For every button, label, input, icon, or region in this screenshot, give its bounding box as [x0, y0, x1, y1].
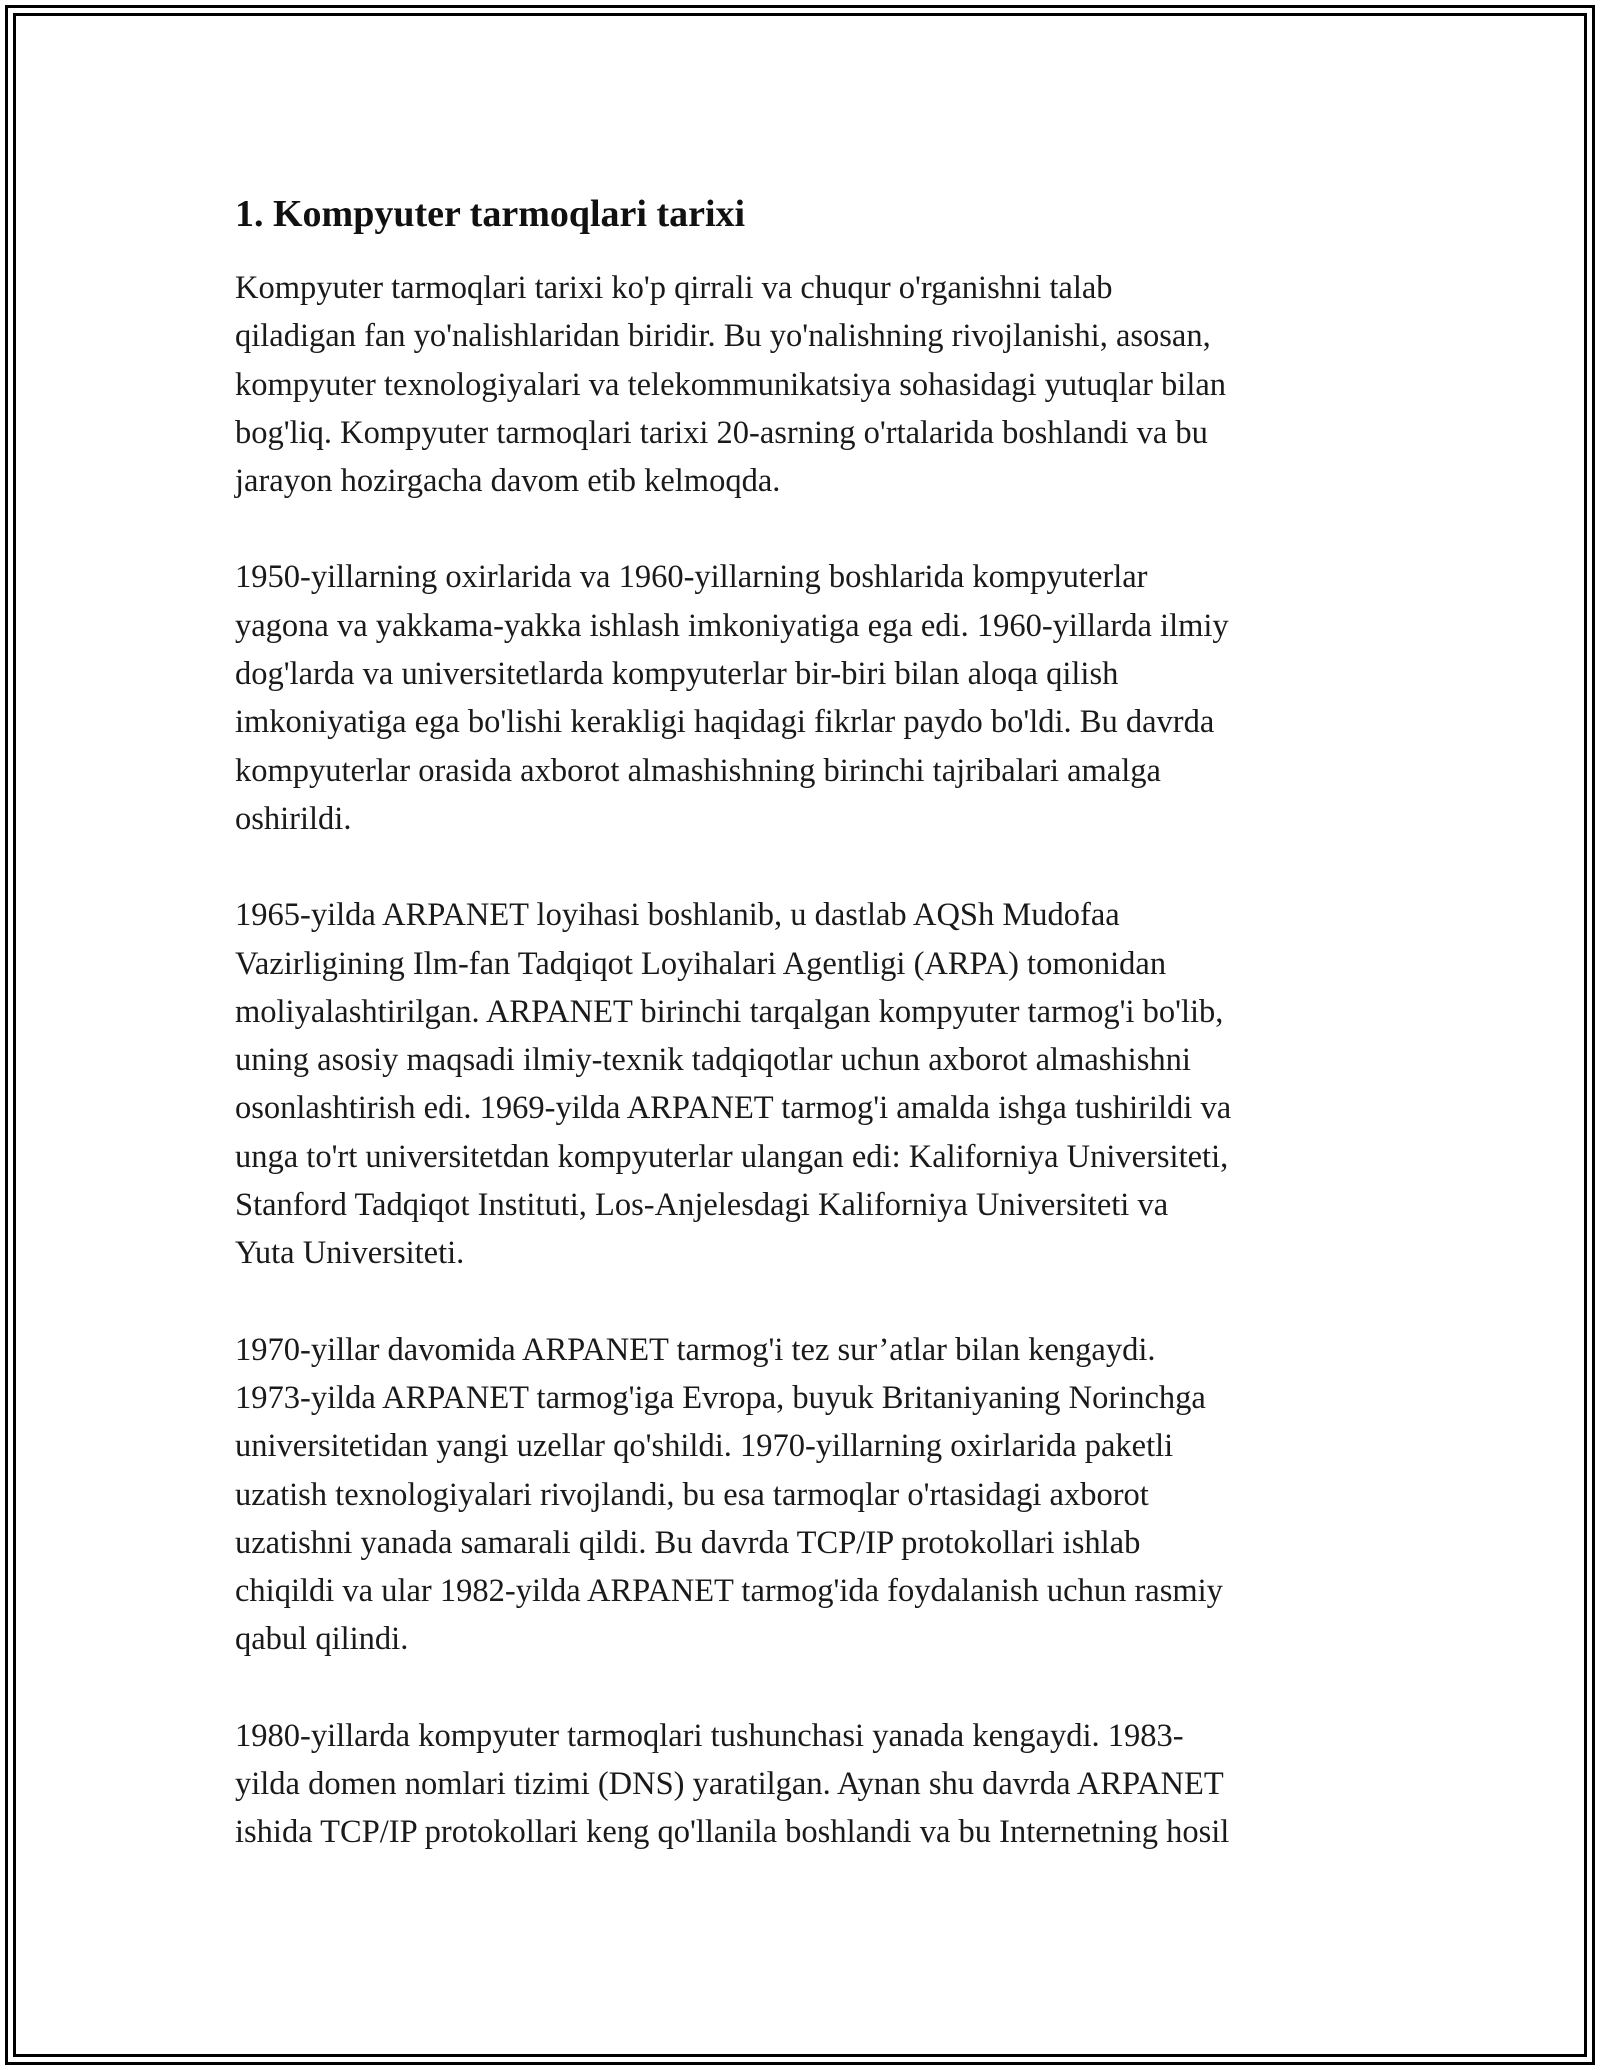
paragraph-arpanet: 1965-yilda ARPANET loyihasi boshlanib, u dastlab AQSh Mudofaa Vazirligining Ilm-fan Tadqiqot Loyihalari Agentligi (ARPA) tomonidan moliyalashtirilgan. ARPANET birinchi tarqalgan kompyuter tarmog'i bo'lib, uning asosiy maqsadi ilmiy-texnik tadqiqotlar uchun axborot almashishni osonlashtirish edi. 1969-yilda ARPANET tarmog'i amalda ishga tushirildi va unga to'rt universitetdan kompyuterlar ulangan edi: Kaliforniya Universiteti, Stanford Tadqiqot Instituti, Los-Anjelesdagi Kaliforniya Universiteti va Yuta Universiteti.: [235, 897, 1232, 1272]
paragraph-1980s: 1980-yillarda kompyuter tarmoqlari tushunchasi yanada kengaydi. 1983- yilda domen nomlari tizimi (DNS) yaratilgan. Aynan shu davrda ARPANET ishida TCP/IP protokollari keng qo'llanila boshlandi va bu Internetning hosil: [235, 1717, 1230, 1851]
paragraph-1970s: 1970-yillar davomida ARPANET tarmog'i tez sur’atlar bilan kengaydi. 1973-yilda ARPANET tarmog'iga Evropa, buyuk Britaniyaning Norinchga universitetidan yangi uzellar qo'shildi. 1970-yillarning oxirlarida paketli uzatish texnologiyalari rivojlandi, bu esa tarmoqlar o'rtasidagi axborot uzatishni yanada samarali qildi. Bu davrda TCP/IP protokollari ishlab chiqildi va ular 1982-yilda ARPANET tarmog'ida foydalanish uchun rasmiy qabul qilindi.: [235, 1331, 1223, 1658]
document-body: [235, 186, 1375, 1905]
section-heading: 1. Kompyuter tarmoqlari tarixi: [235, 193, 746, 235]
paragraph-intro: Kompyuter tarmoqlari tarixi ko'p qirrali va chuqur o'rganishni talab qiladigan fan yo'nalishlaridan biridir. Bu yo'nalishning rivojlanishi, asosan, kompyuter texnologiyalari va telekommunikatsiya sohasidagi yutuqlar bilan bog'liq. Kompyuter tarmoqlari tarixi 20-asrning o'rtalarida boshlandi va bu jarayon hozirgacha davom etib kelmoqda.: [235, 270, 1227, 500]
paragraph-1950s: 1950-yillarning oxirlarida va 1960-yillarning boshlarida kompyuterlar yagona va yakkama-yakka ishlash imkoniyatiga ega edi. 1960-yillarda ilmiy dog'larda va universitetlarda kompyuterlar bir-biri bilan aloqa qilish imkoniyatiga ega bo'lishi kerakligi haqidagi fikrlar paydo bo'ldi. Bu davrda kompyuterlar orasida axborot almashishning birinchi tajribalari amalga oshirildi.: [235, 559, 1229, 837]
